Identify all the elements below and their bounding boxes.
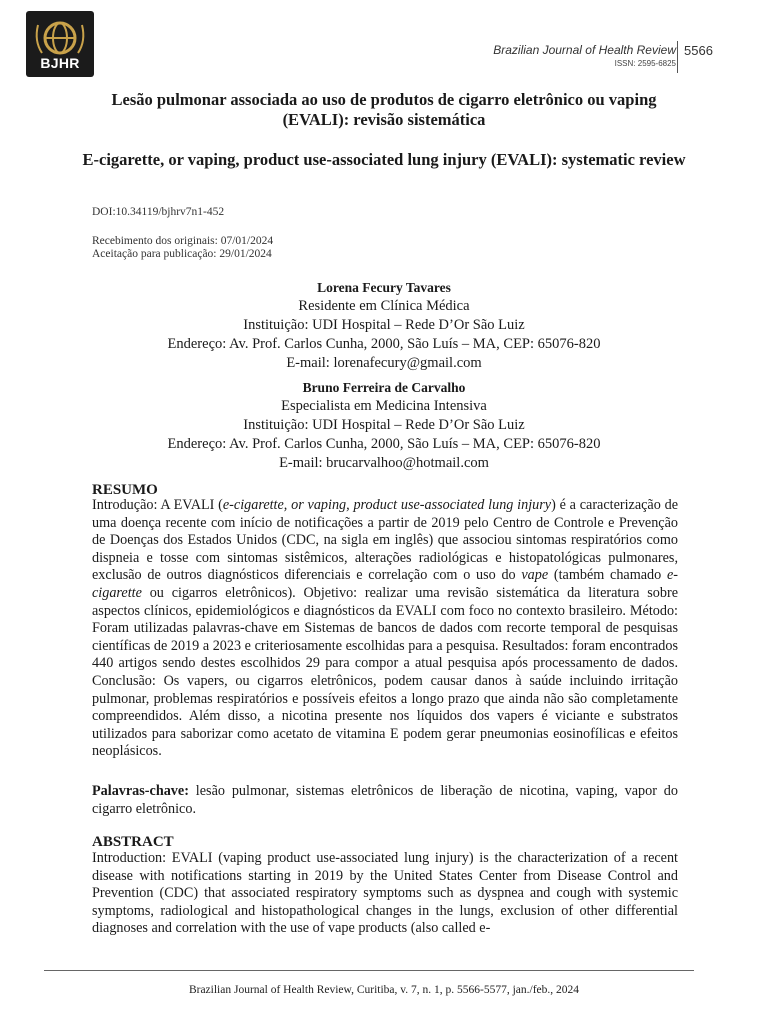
footer-citation: Brazilian Journal of Health Review, Curitiba, v. 7, n. 1, p. 5566-5577, jan./feb., 2024 [188, 984, 580, 996]
resumo-text: Introdução: A EVALI (e-cigarette, or vaping, product use-associated lung injury) é a caracterização de uma doença recente com início de notificações a partir de 2019 pelo Centro de Controle e Prevenção de Doenças dos Estados Unidos (CDC, na sigla em inglês) que associou sintomas respiratórios como dispneia e tosse com sintomas sistêmicos, alterações radiológicas e histopatológicas pulmonares, exclusão de outros diagnósticos diferenciais e correlação com o uso do vape (também chamado e-cigarette ou cigarros eletrônicos). Objetivo: realizar uma revisão sistemática da literatura sobre aspectos clínicos, epidemiológicos e diagnósticos da EVALI com foco no contexto brasileiro. Método: Foram utilizadas palavras-chave em Sistemas de bancos de dados com recorte temporal de pesquisas científicas de 2019 a 2023 e criteriosamente escolhidas para a pesquisa. Resultados: foram encontrados 440 artigos sendo destes escolhidos 29 para compor a atual pesquisa após processamento de dados. Conclusão: Os vapers, ou cigarros eletrônicos, podem causar danos à saúde incluindo irritação pulmonar, problemas respiratórios e possíveis efeitos a longo prazo que ainda não são completamente compreendidos. Além disso, a nicotina presente nos líquidos dos vapers é viciante e substratos utilizados para saborizar como acetato de vitamina E podem gerar pneumonias eosinofílicas e efeitos neoplásicos. [92, 497, 678, 760]
author-address: Endereço: Av. Prof. Carlos Cunha, 2000, São Luís – MA, CEP: 65076-820 [167, 336, 601, 352]
author-block [84, 378, 684, 473]
title-portuguese: Lesão pulmonar associada ao uso de produtos de cigarro eletrônico ou vaping (EVALI): revisão sistemática [111, 90, 657, 129]
received-date: Recebimento dos originais: 07/01/2024 [92, 235, 274, 247]
footer-divider [44, 970, 694, 971]
author-institution: Instituição: UDI Hospital – Rede D’Or São Luiz [243, 417, 525, 433]
keywords-text: lesão pulmonar, sistemas eletrônicos de liberação de nicotina, vaping, vapor do cigarro eletrônico. [92, 783, 678, 817]
author-name: Lorena Fecury Tavares [317, 280, 451, 295]
doi: DOI:10.34119/bjhrv7n1-452 [92, 206, 225, 218]
author-block [84, 278, 684, 373]
resumo-heading: RESUMO [92, 482, 158, 498]
journal-name: Brazilian Journal of Health Review [493, 43, 676, 57]
title-english: E-cigarette, or vaping, product use-associated lung injury (EVALI): systematic review [82, 150, 686, 169]
author-role: Residente em Clínica Médica [298, 298, 470, 314]
keywords [92, 783, 678, 818]
abstract-heading: ABSTRACT [92, 834, 174, 850]
author-role: Especialista em Medicina Intensiva [281, 398, 487, 414]
author-address: Endereço: Av. Prof. Carlos Cunha, 2000, São Luís – MA, CEP: 65076-820 [167, 436, 601, 452]
keywords-label: Palavras-chave: [92, 783, 189, 799]
logo-text: BJHR [40, 55, 80, 71]
author-name: Bruno Ferreira de Carvalho [302, 380, 466, 395]
page-number: 5566 [684, 43, 713, 58]
abstract-text: Introduction: EVALI (vaping product use-associated lung injury) is the characterization of a recent disease with notifications starting in 2019 by the United States Center from Disease Control and Prevention (CDC) that associated respiratory symptoms such as dyspnea and cough with systemic symptoms, radiological and histopathological changes in the lungs, exclusion of other differential diagnoses and correlation with the use of vape products (also called e- [92, 850, 678, 937]
accepted-date: Aceitação para publicação: 29/01/2024 [92, 248, 272, 260]
author-email: E-mail: brucarvalhoo@hotmail.com [279, 455, 489, 471]
issn: ISSN: 2595-6825 [614, 59, 676, 68]
journal-logo [26, 11, 94, 77]
author-email: E-mail: lorenafecury@gmail.com [286, 355, 482, 371]
header-divider [677, 41, 678, 73]
author-institution: Instituição: UDI Hospital – Rede D’Or São Luiz [243, 317, 525, 333]
